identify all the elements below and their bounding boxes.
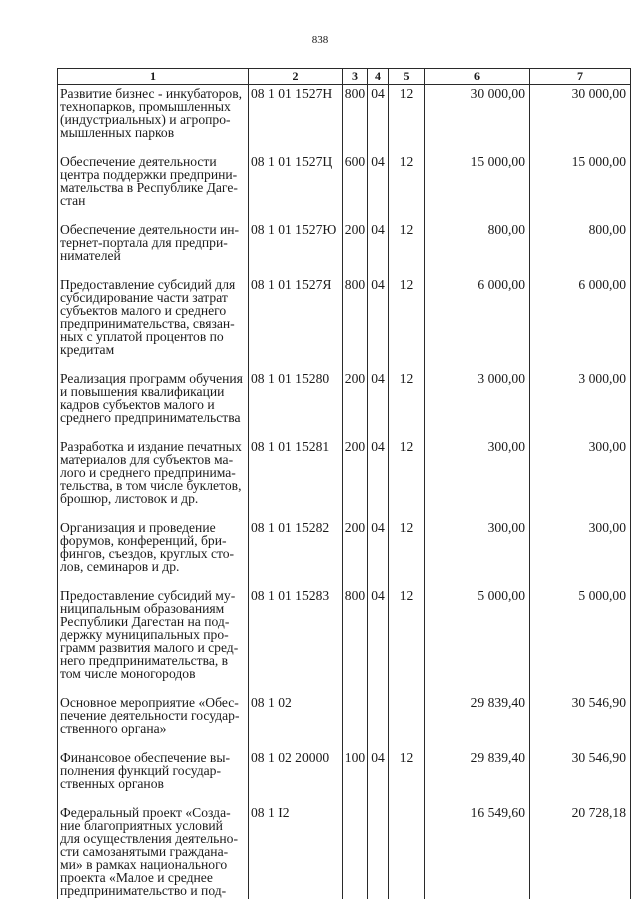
row-sum-2: 15 000,00 — [530, 153, 631, 221]
row-sum-2: 800,00 — [530, 221, 631, 276]
row-pr: 12 — [389, 438, 425, 519]
row-rz: 04 — [368, 370, 389, 438]
header-col-6: 6 — [425, 69, 530, 85]
row-name: Разработка и издание печатных материалов для субъектов ма-лого и среднего предпринима-тельства, в том числе буклетов, брошюр, листовок и др. — [58, 438, 249, 519]
row-vr: 800 — [343, 276, 368, 370]
row-pr: 12 — [389, 221, 425, 276]
row-name: Развитие бизнес - инкубаторов, технопарков, промышленных (индустриальных) и агропро-мышленных парков — [58, 85, 249, 154]
row-vr — [343, 694, 368, 749]
row-vr: 200 — [343, 519, 368, 587]
row-name: Предоставление субсидий му-ниципальным образованиям Республики Дагестан на под-держку муниципальных про-грамм развития малого и сред-него предпринимательства, в том числе моногородов — [58, 587, 249, 694]
row-name: Основное мероприятие «Обес-печение деятельности государ-ственного органа» — [58, 694, 249, 749]
row-code: 08 1 01 1527Н — [249, 85, 343, 154]
row-pr: 12 — [389, 370, 425, 438]
row-rz: 04 — [368, 519, 389, 587]
row-name: Организация и проведение форумов, конференций, бри-фингов, съездов, круглых сто-лов, семинаров и др. — [58, 519, 249, 587]
budget-table — [57, 68, 631, 899]
header-col-4: 4 — [368, 69, 389, 85]
row-sum-1: 29 839,40 — [425, 749, 530, 804]
row-pr: 12 — [389, 519, 425, 587]
row-rz — [368, 804, 389, 899]
row-pr: 12 — [389, 85, 425, 154]
row-rz: 04 — [368, 153, 389, 221]
page-number: 838 — [311, 34, 329, 46]
table-row — [58, 694, 631, 749]
row-code: 08 1 02 — [249, 694, 343, 749]
row-sum-1: 800,00 — [425, 221, 530, 276]
row-name: Обеспечение деятельности центра поддержки предприни-мательства в Республике Даге-стан — [58, 153, 249, 221]
row-pr — [389, 694, 425, 749]
row-vr: 800 — [343, 85, 368, 154]
row-code: 08 1 01 15283 — [249, 587, 343, 694]
table-row — [58, 438, 631, 519]
row-code: 08 1 02 20000 — [249, 749, 343, 804]
row-vr: 200 — [343, 438, 368, 519]
row-code: 08 1 01 1527Ц — [249, 153, 343, 221]
row-vr: 200 — [343, 221, 368, 276]
row-rz: 04 — [368, 85, 389, 154]
row-vr: 600 — [343, 153, 368, 221]
table-row — [58, 276, 631, 370]
row-sum-1: 3 000,00 — [425, 370, 530, 438]
row-vr: 200 — [343, 370, 368, 438]
table-row — [58, 804, 631, 899]
row-sum-2: 300,00 — [530, 438, 631, 519]
header-col-1: 1 — [58, 69, 249, 85]
row-pr: 12 — [389, 153, 425, 221]
row-name: Финансовое обеспечение вы-полнения функций государ-ственных органов — [58, 749, 249, 804]
row-name: Реализация программ обучения и повышения квалификации кадров субъектов малого и среднего предпринимательства — [58, 370, 249, 438]
row-code: 08 1 01 15280 — [249, 370, 343, 438]
row-sum-2: 6 000,00 — [530, 276, 631, 370]
row-pr: 12 — [389, 587, 425, 694]
row-sum-1: 29 839,40 — [425, 694, 530, 749]
row-rz: 04 — [368, 221, 389, 276]
row-rz — [368, 694, 389, 749]
table-row — [58, 749, 631, 804]
row-sum-1: 5 000,00 — [425, 587, 530, 694]
row-code: 08 1 01 1527Я — [249, 276, 343, 370]
row-vr: 100 — [343, 749, 368, 804]
table-row — [58, 587, 631, 694]
row-name: Предоставление субсидий для субсидирование части затрат субъектов малого и среднего предпринимательства, связан-ных с уплатой процентов по кредитам — [58, 276, 249, 370]
row-sum-2: 30 000,00 — [530, 85, 631, 154]
table-row — [58, 153, 631, 221]
row-name: Федеральный проект «Созда-ние благоприятных условий для осуществления деятельно-сти самозанятыми гражданa-ми» в рамках национального проекта «Малое и среднее предпринимательство и под- — [58, 804, 249, 899]
header-col-5: 5 — [389, 69, 425, 85]
row-sum-1: 15 000,00 — [425, 153, 530, 221]
row-code: 08 1 01 15282 — [249, 519, 343, 587]
row-code: 08 1 I2 — [249, 804, 343, 899]
row-sum-1: 6 000,00 — [425, 276, 530, 370]
row-pr — [389, 804, 425, 899]
row-code: 08 1 01 1527Ю — [249, 221, 343, 276]
header-col-7: 7 — [530, 69, 631, 85]
row-sum-1: 16 549,60 — [425, 804, 530, 899]
row-pr: 12 — [389, 749, 425, 804]
row-sum-1: 30 000,00 — [425, 85, 530, 154]
table-row — [58, 519, 631, 587]
row-sum-2: 5 000,00 — [530, 587, 631, 694]
header-col-3: 3 — [343, 69, 368, 85]
row-vr: 800 — [343, 587, 368, 694]
row-name: Обеспечение деятельности ин-тернет-портала для предпри-нимателей — [58, 221, 249, 276]
row-sum-2: 3 000,00 — [530, 370, 631, 438]
row-rz: 04 — [368, 587, 389, 694]
row-pr: 12 — [389, 276, 425, 370]
header-col-2: 2 — [249, 69, 343, 85]
row-sum-1: 300,00 — [425, 519, 530, 587]
table-row — [58, 370, 631, 438]
table-row — [58, 221, 631, 276]
row-vr — [343, 804, 368, 899]
row-sum-2: 30 546,90 — [530, 749, 631, 804]
table-header-row — [58, 69, 631, 85]
row-rz: 04 — [368, 749, 389, 804]
row-sum-2: 30 546,90 — [530, 694, 631, 749]
row-code: 08 1 01 15281 — [249, 438, 343, 519]
row-sum-2: 300,00 — [530, 519, 631, 587]
row-rz: 04 — [368, 276, 389, 370]
row-sum-2: 20 728,18 — [530, 804, 631, 899]
row-sum-1: 300,00 — [425, 438, 530, 519]
table-row — [58, 85, 631, 154]
row-rz: 04 — [368, 438, 389, 519]
